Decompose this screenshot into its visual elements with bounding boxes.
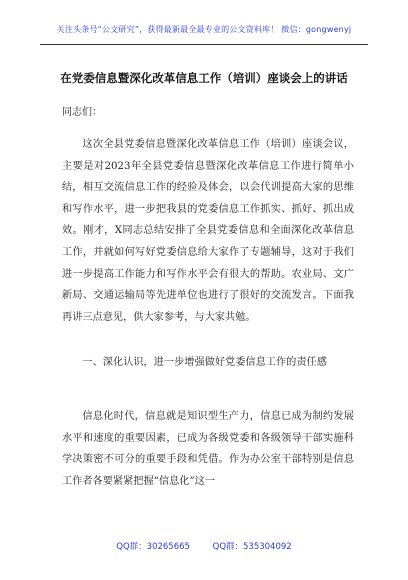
header-banner: 关注头条号“公文研究”，获得最新最全最专业的公文资料库！ 微信：gongwenyj	[56, 25, 352, 34]
footer-qq-group-1: QQ群：30265665	[116, 542, 190, 552]
paragraph-intro: 这次全县党委信息暨深化改革信息工作（培训）座谈会议，主要是对2023年全县党委信息暨深化改革信息工作进行简单小结，相互交流信息工作的经验及体会，以会代训提高大家的思维和写作水平，进一步把我县的党委信息工作抓实、抓好、抓出成效。刚才，X同志总结安排了全县党委信息和全面深化改革信息工作，并就如何写好党委信息给大家作了专题辅导，这对于我们进一步提高工作能力和写作水平会有很大的帮助。农业局、文广新局、交通运输局等先进单位也进行了很好的交流发言。下面我再讲三点意见，供大家参考，与大家共勉。	[62, 139, 354, 323]
footer	[0, 540, 408, 552]
footer-qq-group-2: QQ群：535304092	[212, 542, 292, 552]
section-heading-1: 一、深化认识，进一步增强做好党委信息工作的责任感	[82, 357, 327, 368]
header-divider	[40, 44, 368, 45]
paragraph-section-1: 信息化时代，信息就是知识型生产力，信息已成为制约发展水平和速度的重要因素，已成为各级党委和各级领导干部实施科学决策密不可分的重要手段和凭借。作为办公室干部特别是信息工作者各要紧紧把握“信息化”这一	[62, 411, 354, 487]
document-title: 在党委信息暨深化改革信息工作（培训）座谈会上的讲话	[60, 71, 348, 85]
salutation: 同志们：	[62, 107, 102, 118]
